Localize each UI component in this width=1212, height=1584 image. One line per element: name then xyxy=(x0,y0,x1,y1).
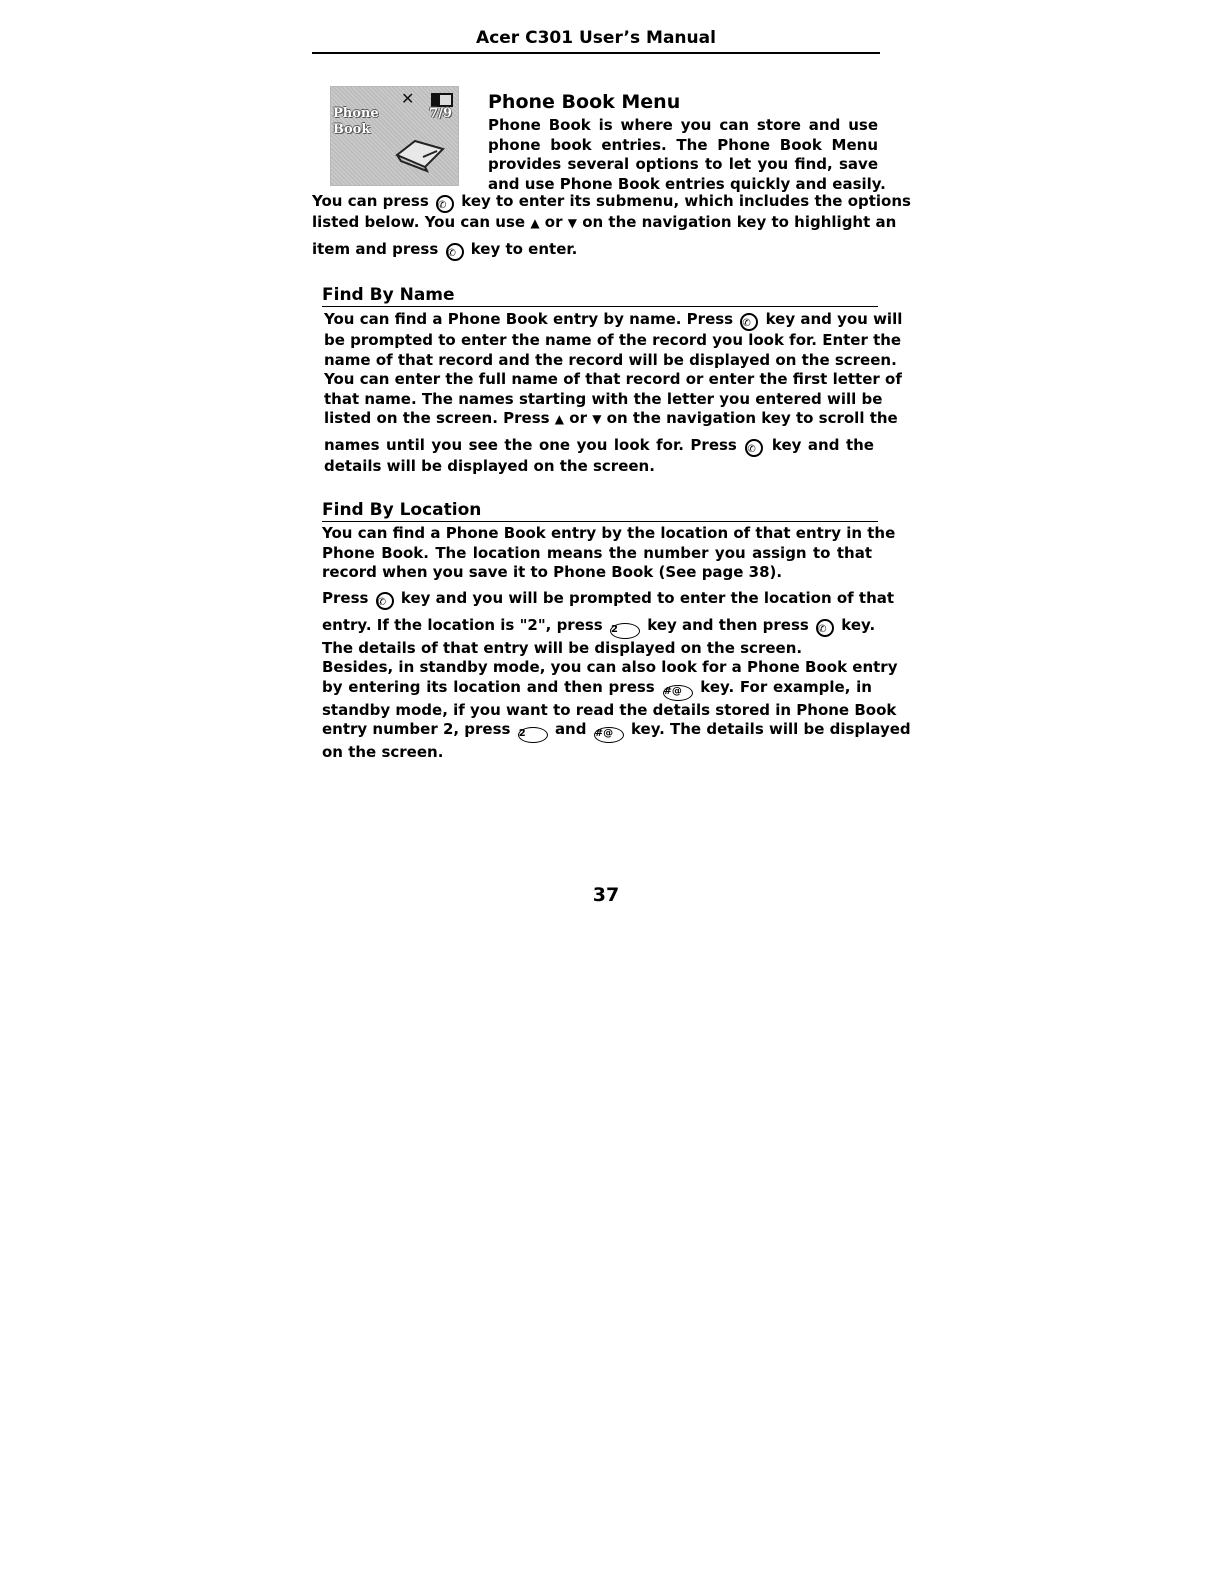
intro-line: phone book entries. The Phone Book Menu xyxy=(488,135,878,154)
text-line: You can find a Phone Book entry by the location of that entry in the xyxy=(322,524,896,542)
text-line: record when you save it to Phone Book (See page 38). xyxy=(322,563,783,581)
text-line: listed on the screen. Press ▲ or ▼ on the navigation key to scroll the xyxy=(324,409,898,427)
two-key-icon: 2 xyxy=(610,623,640,639)
x-icon: ✕ xyxy=(401,89,415,108)
find-by-location-paragraph xyxy=(322,524,911,763)
two-key-icon: 2 xyxy=(518,727,548,743)
down-arrow-icon: ▼ xyxy=(592,412,602,426)
text-line: Phone Book. The location means the number you assign to that xyxy=(322,543,872,562)
intro-line: provides several options to let you find, save xyxy=(488,155,878,173)
call-key-icon: ✆ xyxy=(376,592,394,610)
text-line: The details of that entry will be displayed on the screen. xyxy=(322,638,803,657)
text-line: on the screen. xyxy=(322,743,444,761)
text-line: Besides, in standby mode, you can also look for a Phone Book entry xyxy=(322,658,898,676)
section-title: Phone Book Menu xyxy=(488,91,681,113)
phone-book-icon xyxy=(393,135,447,175)
text-line: that name. The names starting with the letter you entered will be xyxy=(324,389,883,408)
text-line: You can find a Phone Book entry by name. Press ✆ key and you will xyxy=(324,310,903,329)
phone-screen-illustration xyxy=(330,86,459,186)
call-key-icon: ✆ xyxy=(436,195,454,213)
text-line: item and press ✆ key to enter. xyxy=(312,239,578,259)
text-line: details will be displayed on the screen. xyxy=(324,456,655,475)
submenu-paragraph xyxy=(312,192,911,261)
battery-icon xyxy=(431,93,453,107)
call-key-icon: ✆ xyxy=(446,243,464,261)
text-line: be prompted to enter the name of the record you look for. Enter the xyxy=(324,331,902,349)
call-key-icon: ✆ xyxy=(740,313,758,331)
up-arrow-icon: ▲ xyxy=(554,412,565,426)
intro-paragraph xyxy=(488,116,886,194)
screen-label-line2: Book xyxy=(333,122,371,137)
text-line: entry number 2, press 2 and #@ key. The details will be displayed xyxy=(322,720,872,743)
intro-line: Phone Book is where you can store and use xyxy=(488,116,878,134)
hash-key-icon: #@ xyxy=(663,685,693,701)
text-line: You can enter the full name of that record or enter the first letter of xyxy=(324,370,902,388)
intro-line: and use Phone Book entries quickly and easily. xyxy=(488,174,886,193)
text-line: entry. If the location is "2", press 2 key and then press ✆ key. xyxy=(322,616,872,639)
text-line: names until you see the one you look for. Press ✆ key and the xyxy=(324,435,874,455)
running-header: Acer C301 User’s Manual xyxy=(312,26,880,54)
up-arrow-icon: ▲ xyxy=(530,216,540,230)
text-line: name of that record and the record will be displayed on the screen. xyxy=(324,350,897,369)
find-by-name-heading: Find By Name xyxy=(322,284,878,307)
page-number: 37 xyxy=(592,884,620,906)
find-by-name-paragraph xyxy=(324,310,903,476)
screen-label-line1: Phone xyxy=(333,106,379,121)
text-line: standby mode, if you want to read the details stored in Phone Book xyxy=(322,700,897,719)
screen-counter: 7/9 xyxy=(429,106,452,121)
text-line: by entering its location and then press #@ key. For example, in xyxy=(322,678,872,701)
call-key-icon: ✆ xyxy=(816,619,834,637)
text-line: Press ✆ key and you will be prompted to enter the location of that xyxy=(322,588,895,608)
find-by-location-heading: Find By Location xyxy=(322,499,878,522)
call-key-icon: ✆ xyxy=(745,439,763,457)
text-line: listed below. You can use ▲ or ▼ on the navigation key to highlight an xyxy=(312,213,897,231)
down-arrow-icon: ▼ xyxy=(567,216,577,230)
text-line: You can press ✆ key to enter its submenu, which includes the options xyxy=(312,192,911,211)
hash-key-icon: #@ xyxy=(594,727,624,743)
